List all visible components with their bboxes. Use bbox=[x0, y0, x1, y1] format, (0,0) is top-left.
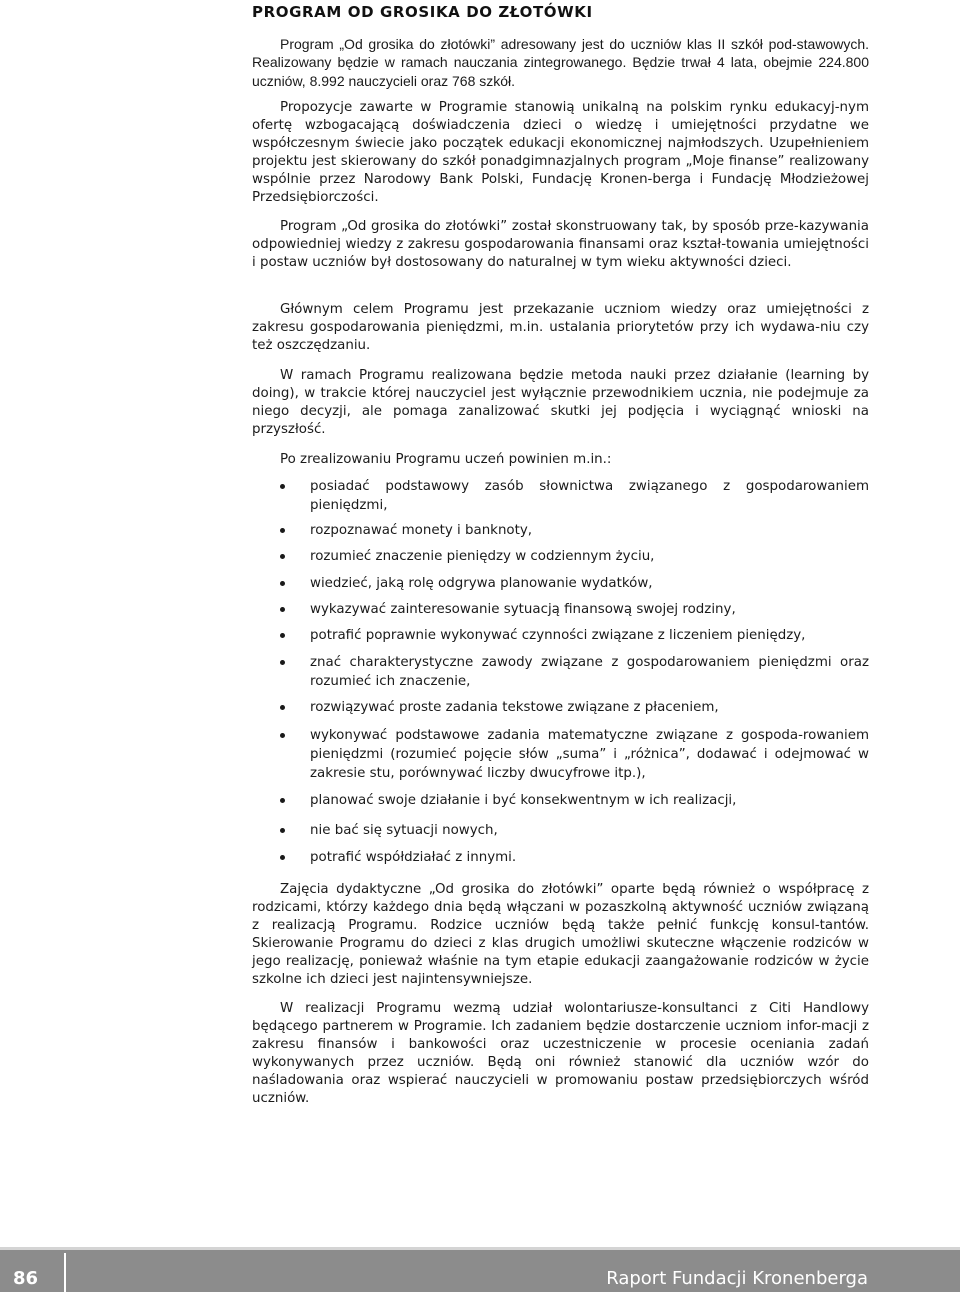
list-item: wiedzieć, jaką rolę odgrywa planowanie wydatków, bbox=[252, 574, 869, 593]
paragraph-outcomes-intro: Po zrealizowaniu Programu uczeń powinien m.in.: bbox=[280, 452, 612, 467]
paragraph-main-goal: Głównym celem Programu jest przekazanie uczniom wiedzy oraz umiejętności z zakresu gospodarowania pieniędzmi, m.in. ustalania priorytetów przy ich wydawa-niu czy też oszczędzaniu. bbox=[252, 302, 869, 354]
bullet-icon bbox=[280, 607, 285, 612]
list-item: potrafić poprawnie wykonywać czynności związane z liczeniem pieniędzy, bbox=[252, 626, 869, 645]
list-item: rozwiązywać proste zadania tekstowe związane z płaceniem, bbox=[252, 698, 869, 717]
list-item: planować swoje działanie i być konsekwentnym w ich realizacji, bbox=[252, 791, 869, 810]
footer-separator bbox=[64, 1253, 66, 1292]
paragraph-intro: Program „Od grosika do złotówki” adresowany jest do uczniów klas II szkół pod-stawowych. Realizowany będzie w ramach nauczania zintegrowanego. Będzie trwał 4 lata, obejmie 224.800 uczniów, 8.992 nauczycieli oraz 768 szkół. bbox=[252, 36, 869, 89]
paragraph-construction: Program „Od grosika do złotówki” został skonstruowany tak, by sposób prze-kazywania odpowiedniej wiedzy z zakresu gospodarowania finansami oraz kształ-towania umiejętności i postaw uczniów był dostosowany do naturalnej w tym wieku aktywności dzieci. bbox=[252, 219, 869, 271]
bullet-icon bbox=[280, 733, 285, 738]
paragraph-parents: Zajęcia dydaktyczne „Od grosika do złotówki” oparte będą również o współpracę z rodzicami, którzy każdego dnia będą włączani w pozaszkolną aktywność uczniów związaną z realizacją Programu. Rodzice uczniów będą także pełnić funkcję konsul-tantów. Skierowanie Programu do dzieci z klas drugich umożliwi skuteczne włączenie rodziców w jego realizację, ponieważ właśnie na tym etapie edukacji zaangażowanie rodziców w życie szkolne ich dzieci jest najintensywniejsze. bbox=[252, 882, 869, 988]
list-item: wykazywać zainteresowanie sytuacją finansową swojej rodziny, bbox=[252, 600, 869, 619]
bullet-icon bbox=[280, 581, 285, 586]
bullet-icon bbox=[280, 554, 285, 559]
list-item: rozpoznawać monety i banknoty, bbox=[252, 521, 869, 540]
list-item: potrafić współdziałać z innymi. bbox=[252, 848, 869, 867]
section-heading: PROGRAM OD GROSIKA DO ZŁOTÓWKI bbox=[252, 3, 593, 21]
footer-report-title: Raport Fundacji Kronenberga bbox=[606, 1268, 868, 1289]
list-item: posiadać podstawowy zasób słownictwa związanego z gospodarowaniem pieniędzmi, bbox=[252, 477, 869, 515]
list-item: rozumieć znaczenie pieniędzy w codziennym życiu, bbox=[252, 547, 869, 566]
list-item: znać charakterystyczne zawody związane z gospodarowaniem pieniędzmi oraz rozumieć ich znaczenie, bbox=[252, 653, 869, 691]
bullet-icon bbox=[280, 660, 285, 665]
list-item: wykonywać podstawowe zadania matematyczne związane z gospoda-rowaniem pieniędzmi (rozumieć pojęcie słów „suma” i „różnica”, dodawać i odejmować w zakresie stu, porównywać liczby dwucyfrowe itp.), bbox=[252, 726, 869, 783]
bullet-icon bbox=[280, 828, 285, 833]
footer-divider-line bbox=[0, 1247, 960, 1250]
bullet-icon bbox=[280, 484, 285, 489]
paragraph-method: W ramach Programu realizowana będzie metoda nauki przez działanie (learning by doing), w trakcie której nauczyciel jest wyłącznie przewodnikiem ucznia, nie podejmuje za niego decyzji, ale pomaga zanalizować skutki jej podjęcia i wyciągnąć wnioski na przyszłość. bbox=[252, 368, 869, 438]
page-number: 86 bbox=[13, 1268, 39, 1289]
bullet-icon bbox=[280, 528, 285, 533]
paragraph-proposals: Propozycje zawarte w Programie stanowią unikalną na polskim rynku edukacyj-nym ofertę wzbogacającą doświadczenia dzieci o wiedzę i umiejętności przydatne we współczesnym świecie jako początek edukacji ekonomicznej najmłodszych. Uzupełnieniem projektu jest skierowany do szkół ponadgimnazjalnych program „Moje finanse” realizowany wspólnie przez Narodowy Bank Polski, Fundację Kronen-berga i Fundację Młodzieżowej Przedsiębiorczości. bbox=[252, 100, 869, 206]
bullet-icon bbox=[280, 705, 285, 710]
bullet-icon bbox=[280, 855, 285, 860]
paragraph-volunteers: W realizacji Programu wezmą udział wolontariusze-konsultanci z Citi Handlowy będącego partnerem w Programie. Ich zadaniem będzie dostarczenie uczniom infor-macji z zakresu finansów i bankowości oraz uczestniczenie w procesie oceniania zadań wykonywanych przez uczniów. Będą oni również stanowić dla uczniów wzór do naśladowania oraz wspierać nauczycieli w promowaniu postaw przedsiębiorczych wśród uczniów. bbox=[252, 1001, 869, 1107]
bullet-icon bbox=[280, 798, 285, 803]
list-item: nie bać się sytuacji nowych, bbox=[252, 821, 869, 840]
bullet-icon bbox=[280, 633, 285, 638]
